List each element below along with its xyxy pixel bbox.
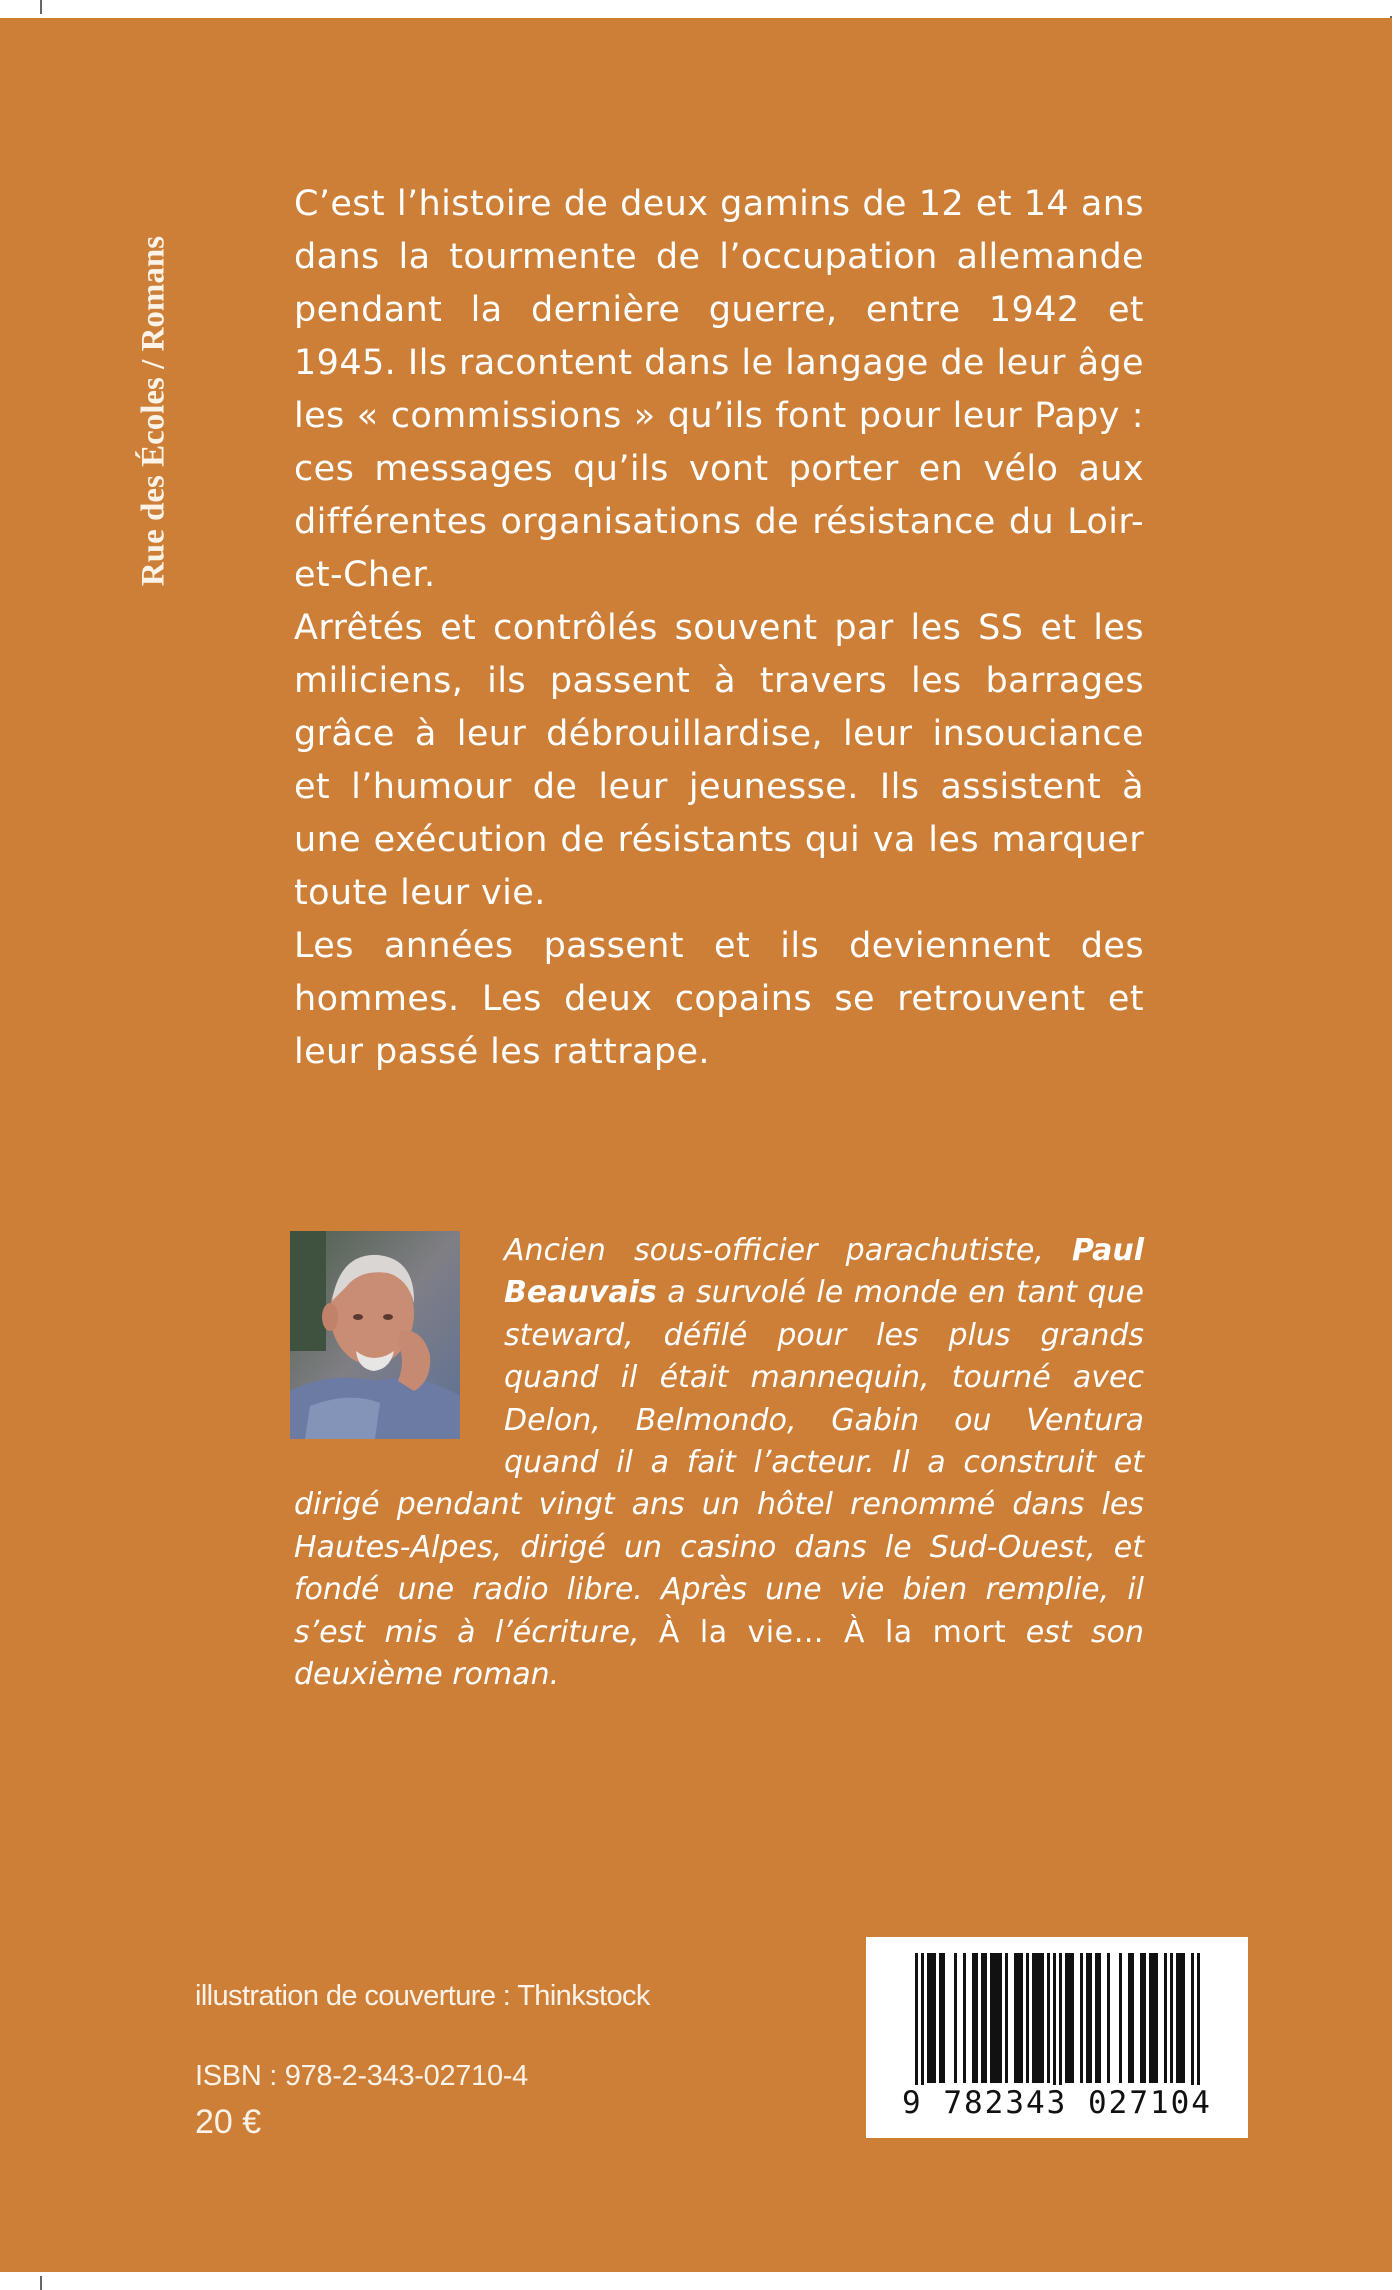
barcode-bar-15: [996, 1953, 999, 2083]
barcode-bar-37: [1107, 1953, 1110, 2083]
barcode-bar-18: [1014, 1953, 1017, 2083]
barcode-bar-50: [1182, 1953, 1185, 2083]
barcode-bar-8: [963, 1953, 966, 2083]
collection-label-text: Rue des Écoles / Romans: [135, 235, 172, 587]
barcode-bar-29: [1065, 1953, 1068, 2083]
barcode-bar-4: [933, 1953, 936, 2083]
barcode-bar-0: [915, 1953, 918, 2099]
barcode-bar-11: [981, 1953, 984, 2083]
barcode-bar-44: [1152, 1953, 1155, 2083]
barcode-bar-52: [1197, 1953, 1200, 2099]
barcode-bar-28: [1059, 1953, 1062, 2099]
crop-mark-top: [40, 0, 42, 14]
barcode-bar-13: [990, 1953, 993, 2083]
barcode-bar-51: [1191, 1953, 1194, 2099]
barcode-bar-25: [1041, 1953, 1044, 2083]
price: 20 €: [195, 2103, 262, 2141]
blurb-paragraph-2: Arrêtés et contrôlés souvent par les SS et les miliciens, ils passent à travers les barrages grâce à leur débrouillardise, leur insouciance et l’humour de leur jeunesse. Ils assistent à une exécution de résistants qui va les marquer toute leur vie.: [294, 608, 1144, 913]
barcode-bar-36: [1098, 1953, 1101, 2083]
barcode-bar-32: [1080, 1953, 1083, 2083]
barcode-digits: 9 782343 027104: [866, 2085, 1248, 2121]
barcode-bar-49: [1179, 1953, 1182, 2083]
barcode-bar-33: [1086, 1953, 1089, 2083]
isbn: ISBN : 978-2-343-02710-4: [195, 2060, 528, 2092]
back-cover: [0, 18, 1392, 2272]
blurb: [294, 178, 1144, 1079]
barcode-bar-14: [993, 1953, 996, 2083]
barcode-bar-7: [954, 1953, 957, 2083]
barcode-bar-35: [1095, 1953, 1098, 2083]
blurb-paragraph-3: Les années passent et ils deviennent des hommes. Les deux copains se retrouvent et leur passé les rattrape.: [294, 926, 1144, 1072]
collection-label: [132, 186, 176, 636]
barcode-bar-1: [921, 1953, 924, 2099]
author-name: Paul Beauvais: [504, 1233, 1144, 1311]
barcode-bar-12: [984, 1953, 987, 2083]
barcode-bar-22: [1032, 1953, 1035, 2083]
barcode-bar-46: [1164, 1953, 1167, 2083]
book-title: À la vie… À la mort: [658, 1614, 1007, 1650]
bio-body: a survolé le monde en tant que steward, défilé pour les plus grands quand il était mannequin, tourné avec Delon, Belmondo, Gabin ou Ventura quand il a fait l’acteur. Il a construit et dirigé pendant vingt ans un hôtel renommé dans les Hautes-Alpes, dirigé un casino dans le Sud-Ouest, et fondé une radio libre. Après une vie bien remplie, il s’est mis à l’écriture,: [294, 1275, 1144, 1650]
barcode-bar-3: [930, 1953, 933, 2083]
barcode-bar-21: [1026, 1953, 1029, 2083]
barcode-bar-40: [1131, 1953, 1134, 2083]
crop-mark-bottom: [40, 2276, 42, 2290]
barcode-bar-23: [1035, 1953, 1038, 2083]
barcode-bar-24: [1038, 1953, 1041, 2083]
illustration-credit: illustration de couverture : Thinkstock: [195, 1980, 650, 2012]
barcode-bar-41: [1140, 1953, 1143, 2083]
barcode-bar-38: [1119, 1953, 1122, 2083]
barcode-bar-48: [1176, 1953, 1179, 2083]
barcode-bar-31: [1071, 1953, 1074, 2083]
barcode-bar-42: [1143, 1953, 1146, 2083]
barcode-bar-26: [1047, 1953, 1050, 2083]
barcode-bar-9: [972, 1953, 975, 2083]
barcode-bar-34: [1089, 1953, 1092, 2083]
barcode: [866, 1937, 1248, 2138]
blurb-paragraph-1: C’est l’histoire de deux gamins de 12 et 14 ans dans la tourmente de l’occupation allemande pendant la dernière guerre, entre 1942 et 1945. Ils racontent dans le langage de leur âge les « commissions » qu’ils font pour leur Papy : ces messages qu’ils vont porter en vélo aux différentes organisations de résistance du Loir-et-Cher.: [294, 184, 1144, 595]
author-photo: [290, 1231, 460, 1439]
bio-intro: Ancien sous-officier parachutiste,: [504, 1233, 1073, 1268]
barcode-bar-17: [1005, 1953, 1008, 2083]
barcode-bar-6: [942, 1953, 945, 2083]
barcode-bar-43: [1149, 1953, 1152, 2083]
barcode-bar-16: [999, 1953, 1002, 2083]
barcode-bar-2: [927, 1953, 930, 2083]
barcode-bar-20: [1020, 1953, 1023, 2083]
barcode-bar-5: [939, 1953, 942, 2083]
barcode-bar-47: [1170, 1953, 1173, 2083]
barcode-bar-39: [1128, 1953, 1131, 2083]
barcode-bar-19: [1017, 1953, 1020, 2083]
barcode-bar-27: [1053, 1953, 1056, 2099]
barcode-bar-30: [1068, 1953, 1071, 2083]
bio-outro: est son deuxième roman.: [294, 1614, 1145, 1693]
barcode-bar-45: [1155, 1953, 1158, 2083]
barcode-bar-10: [975, 1953, 978, 2083]
